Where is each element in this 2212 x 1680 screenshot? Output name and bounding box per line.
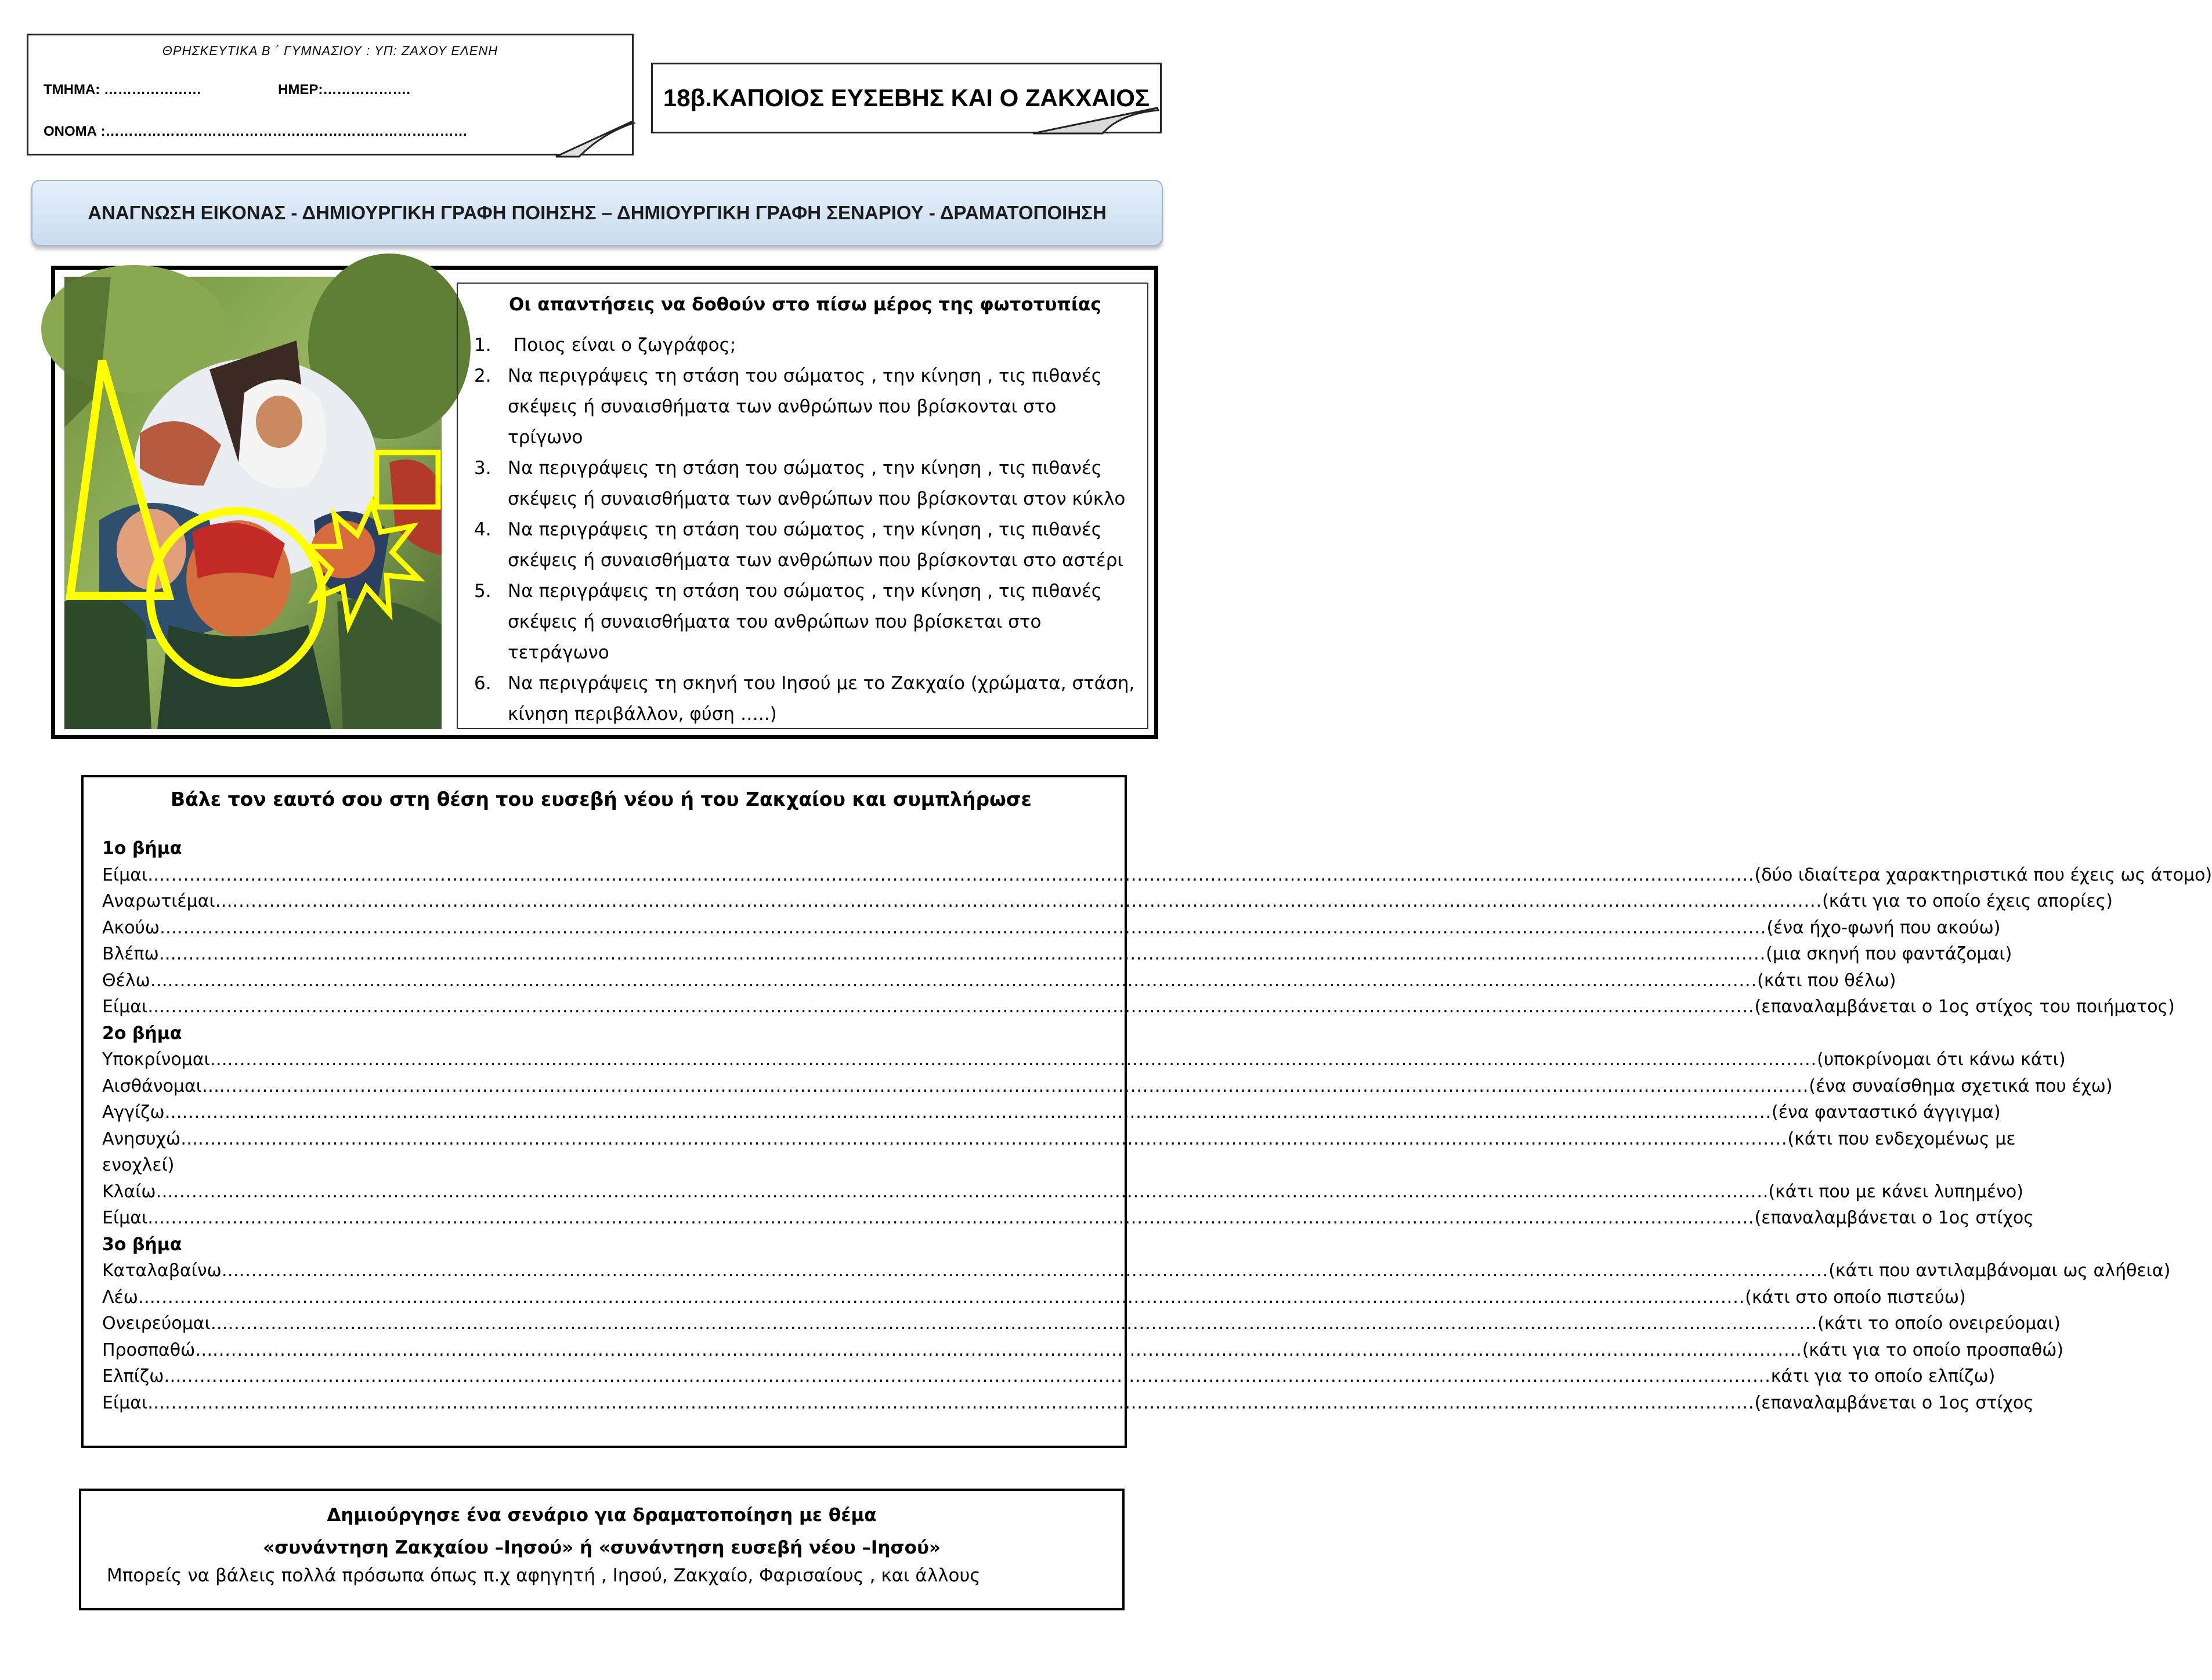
poem-line[interactable] xyxy=(102,941,2012,968)
line-hint: (κάτι που ενδεχομένως με xyxy=(1787,1128,2016,1149)
student-info-box xyxy=(27,34,634,155)
fill-in-blank[interactable]: .................................................................................................................................................................................................................................................................... xyxy=(177,917,1767,938)
question-number: 1. xyxy=(474,335,491,356)
poem-line[interactable] xyxy=(102,1099,2001,1126)
zacchaeus-painting-image xyxy=(64,277,442,729)
question-number: 5. xyxy=(474,581,491,602)
worksheet-title: 18β.ΚΑΠΟΙΟΣ ΕΥΣΕΒΗΣ ΚΑΙ Ο ΖΑΚΧΑΙΟΣ xyxy=(651,63,1162,133)
line-hint: (κάτι για το οποίο προσπαθώ) xyxy=(1802,1339,2064,1360)
line-start: Ελπίζω… xyxy=(102,1366,182,1386)
name-field[interactable]: ΟΝΟΜΑ :…………………………………………………………………… xyxy=(44,124,468,139)
line-hint: (κάτι το οποίο ονειρεύομαι) xyxy=(1817,1313,2061,1334)
image-reading-section xyxy=(51,266,1158,739)
line-hint: (επαναλαμβάνεται ο 1ος στίχος του ποιήματος) xyxy=(1754,997,2175,1017)
line-start: Προσπαθώ… xyxy=(102,1339,213,1360)
line-hint: (επαναλαμβάνεται ο 1ος στίχος xyxy=(1754,1392,2034,1413)
poem-line[interactable] xyxy=(102,968,1896,994)
scenario-topics: «συνάντηση Ζακχαίου –Ιησού» ή «συνάντηση ευσεβή νέου –Ιησού» xyxy=(263,1537,941,1558)
line-hint: (ένα ήχο-φωνή που ακούω) xyxy=(1766,917,2001,938)
poem-line[interactable] xyxy=(102,862,2212,889)
question-text: Να περιγράψεις τη στάση του σώματος , την κίνηση , τις πιθανές xyxy=(508,581,1102,602)
line-hint: (ένα συναίσθημα σχετικά που έχω) xyxy=(1809,1076,2113,1096)
poem-line[interactable] xyxy=(102,1390,2034,1417)
line-hint: (κάτι που θέλω) xyxy=(1757,970,1896,991)
poem-line[interactable] xyxy=(102,1073,2113,1100)
line-start: Είμαι… xyxy=(102,1208,165,1228)
date-field[interactable]: ΗΜΕΡ:………………. xyxy=(278,82,410,97)
line-hint: (ένα φανταστικό άγγιγμα) xyxy=(1772,1102,2001,1123)
question-number: 4. xyxy=(474,519,491,540)
question-text: σκέψεις ή συναισθήματα των ανθρώπων που βρίσκονται στον κύκλο xyxy=(508,488,1126,509)
line-start: Αναρωτιέμαι… xyxy=(102,891,233,911)
step-heading: 3ο βήμα xyxy=(102,1234,182,1255)
fill-in-blank[interactable]: .................................................................................................................................................................................................................................................................... xyxy=(165,1208,1755,1228)
question-text: σκέψεις ή συναισθήματα των ανθρώπων που βρίσκονται στο xyxy=(508,396,1057,417)
line-start: Υποκρίνομαι… xyxy=(102,1049,227,1070)
fill-in-blank[interactable]: .................................................................................................................................................................................................................................................................... xyxy=(167,970,1758,991)
line-start: Αγγίζω… xyxy=(102,1102,182,1123)
line-start: Είμαι… xyxy=(102,997,165,1017)
question-text: κίνηση περιβάλλον, φύση …..) xyxy=(508,704,777,725)
course-header: ΘΡΗΣΚΕΥΤΙΚΑ Β ΄ ΓΥΜΝΑΣΙΟΥ : ΥΠ: ΖΑΧΟΥ ΕΛΕΝΗ xyxy=(162,44,498,58)
line-start: Ανησυχώ… xyxy=(102,1128,198,1149)
page-curl-decoration xyxy=(556,122,637,162)
line-hint: (υποκρίνομαι ότι κάνω κάτι) xyxy=(1817,1049,2066,1070)
step-heading: 2ο βήμα xyxy=(102,1023,182,1044)
questions-box xyxy=(457,283,1148,729)
poem-line[interactable] xyxy=(102,1126,2016,1153)
fill-in-blank[interactable]: .................................................................................................................................................................................................................................................................... xyxy=(219,1076,1809,1096)
poem-line[interactable] xyxy=(102,1205,2034,1232)
line-hint: κάτι για το οποίο ελπίζω) xyxy=(1770,1366,1996,1386)
poem-line[interactable] xyxy=(102,1363,1996,1390)
line-start: Είμαι… xyxy=(102,1392,165,1413)
fill-in-blank[interactable]: .................................................................................................................................................................................................................................................................... xyxy=(198,1128,1788,1149)
fill-in-blank[interactable]: .................................................................................................................................................................................................................................................................... xyxy=(165,1392,1755,1413)
poem-line[interactable] xyxy=(102,1047,2066,1073)
fill-in-blank[interactable]: .................................................................................................................................................................................................................................................................... xyxy=(173,1181,1763,1202)
scenario-hint: Μπορείς να βάλεις πολλά πρόσωπα όπως π.χ αφηγητή , Ιησού, Ζακχαίο, Φαρισαίους , και άλλους xyxy=(107,1565,981,1586)
line-hint: (μια σκηνή που φαντάζομαι) xyxy=(1766,944,2012,964)
fill-in-blank[interactable]: .................................................................................................................................................................................................................................................................... xyxy=(155,1287,1745,1308)
poem-line[interactable] xyxy=(102,915,2001,942)
fill-in-blank[interactable]: .................................................................................................................................................................................................................................................................... xyxy=(227,1049,1817,1070)
fill-in-blank[interactable]: .................................................................................................................................................................................................................................................................... xyxy=(212,1339,1802,1360)
question-text: Να περιγράψεις τη στάση του σώματος , την κίνηση , τις πιθανές xyxy=(508,365,1102,386)
scenario-instruction: Δημιούργησε ένα σενάριο για δραματοποίηση με θέμα xyxy=(327,1505,877,1526)
fill-in-blank[interactable]: .................................................................................................................................................................................................................................................................... xyxy=(232,891,1823,911)
page-curl-decoration xyxy=(1033,108,1161,137)
line-start: Ακούω… xyxy=(102,917,178,938)
line-start: Βλέπω… xyxy=(102,944,176,964)
line-start: Θέλω… xyxy=(102,970,168,991)
poem-line[interactable] xyxy=(102,1284,1966,1311)
fill-in-blank[interactable]: .................................................................................................................................................................................................................................................................... xyxy=(176,944,1766,964)
question-text: Ποιος είναι ο ζωγράφος; xyxy=(514,335,736,356)
fill-in-blank[interactable]: .................................................................................................................................................................................................................................................................... xyxy=(165,864,1755,885)
scenario-box xyxy=(79,1489,1125,1610)
question-text: Να περιγράψεις τη σκηνή του Ιησού με το Ζακχαίο (χρώματα, στάση, xyxy=(508,673,1135,694)
line-start: Ονειρεύομαι… xyxy=(102,1313,228,1334)
line-start: Λέω… xyxy=(102,1287,156,1308)
fill-in-blank[interactable]: .................................................................................................................................................................................................................................................................... xyxy=(182,1102,1772,1123)
poem-line[interactable] xyxy=(102,888,2113,915)
poem-writing-box xyxy=(81,775,2212,1448)
poem-instruction: Βάλε τον εαυτό σου στη θέση του ευσεβή νέου ή του Ζακχαίου και συμπλήρωσε xyxy=(171,788,1032,810)
fill-in-blank[interactable]: .................................................................................................................................................................................................................................................................... xyxy=(181,1366,1771,1386)
line-hint: (κάτι που αντιλαμβάνομαι ως αλήθεια) xyxy=(1828,1261,2171,1281)
line-hint: (δύο ιδιαίτερα χαρακτηριστικά που έχεις ως άτομο) xyxy=(1754,864,2212,885)
class-field[interactable]: ΤΜΗΜΑ: ………………… xyxy=(44,82,201,97)
question-number: 2. xyxy=(474,365,491,386)
line-hint: (κάτι στο οποίο πιστεύω) xyxy=(1745,1287,1966,1308)
question-number: 6. xyxy=(474,673,491,694)
step-heading: 1ο βήμα xyxy=(102,838,182,859)
line-start: Είμαι… xyxy=(102,864,165,885)
question-text: σκέψεις ή συναισθήματα του ανθρώπων που βρίσκεται στο xyxy=(508,611,1042,632)
poem-line[interactable] xyxy=(102,1310,2061,1337)
question-text: Να περιγράψεις τη στάση του σώματος , την κίνηση , τις πιθανές xyxy=(508,519,1102,540)
poem-line[interactable] xyxy=(102,994,2175,1020)
line-hint: (κάτι για το οποίο έχεις απορίες) xyxy=(1822,891,2113,911)
question-text: Να περιγράψεις τη στάση του σώματος , την κίνηση , τις πιθανές xyxy=(508,458,1102,479)
questions-instruction: Οι απαντήσεις να δοθούν στο πίσω μέρος της φωτοτυπίας xyxy=(509,294,1101,315)
poem-line[interactable] xyxy=(102,1179,2023,1205)
question-number: 3. xyxy=(474,458,491,479)
question-text: τετράγωνο xyxy=(508,642,609,663)
line-hint: (επαναλαμβάνεται ο 1ος στίχος xyxy=(1754,1208,2034,1228)
fill-in-blank[interactable]: .................................................................................................................................................................................................................................................................... xyxy=(165,997,1755,1017)
question-text: τρίγωνο xyxy=(508,427,583,448)
poem-line[interactable] xyxy=(102,1258,2171,1284)
line-start: Αισθάνομαι… xyxy=(102,1076,219,1096)
poem-line[interactable] xyxy=(102,1337,2064,1364)
fill-in-blank[interactable]: .................................................................................................................................................................................................................................................................... xyxy=(238,1261,1829,1281)
line-start: Κλαίω… xyxy=(102,1181,174,1202)
question-text: σκέψεις ή συναισθήματα των ανθρώπων που βρίσκονται στο αστέρι xyxy=(508,550,1123,571)
fill-in-blank[interactable]: .................................................................................................................................................................................................................................................................... xyxy=(227,1313,1818,1334)
poem-line-continuation: ενοχλεί) xyxy=(102,1155,175,1175)
section-banner: ΑΝΑΓΝΩΣΗ ΕΙΚΟΝΑΣ - ΔΗΜΙΟΥΡΓΙΚΗ ΓΡΑΦΗ ΠΟΙΗΣΗΣ – ΔΗΜΙΟΥΡΓΙΚΗ ΓΡΑΦΗ ΣΕΝΑΡΙΟΥ - ΔΡΑΜΑΤΟΠΟΙΗΣΗ xyxy=(31,180,1163,246)
line-start: Καταλαβαίνω… xyxy=(102,1261,239,1281)
line-hint: .(κάτι που με κάνει λυπημένο) xyxy=(1762,1181,2023,1202)
